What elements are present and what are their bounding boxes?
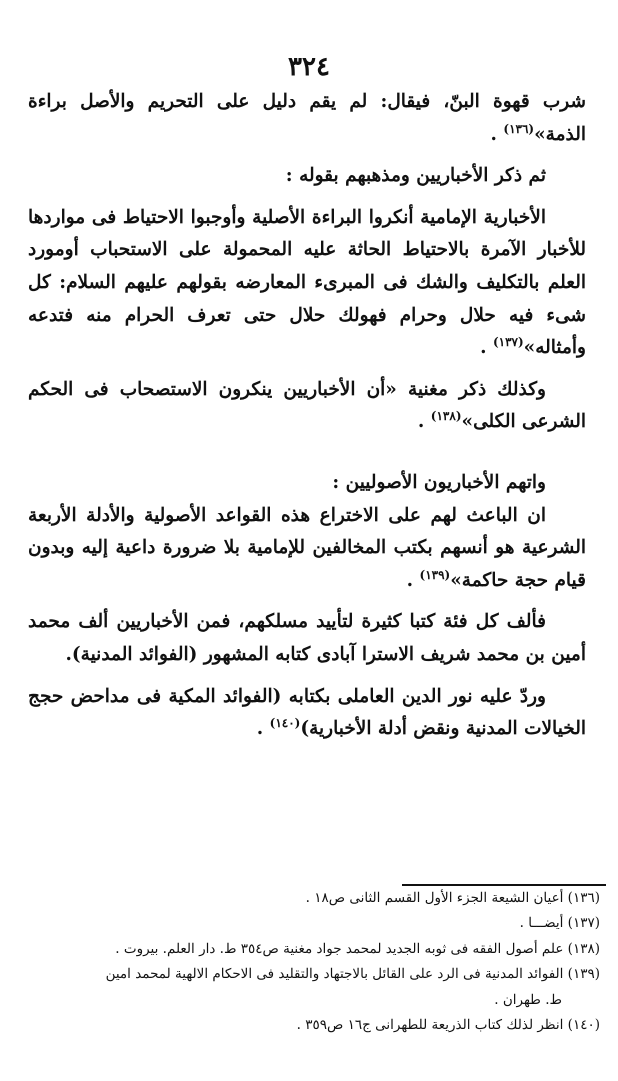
footnote-ref-138: (١٣٨) <box>430 409 462 424</box>
paragraph-3-end: . <box>480 337 493 359</box>
paragraph-6-end: . <box>406 569 420 591</box>
footnote-ref-136: (١٣٦) <box>503 121 535 136</box>
paragraph-4 <box>28 374 586 439</box>
paragraph-3-text: الأخبارية الإمامية أنكروا البراءة الأصلية وأوجبوا الاحتياط فى مواردها للأخبار الآمرة بالاحتياط الحاثة عليه المحمولة على الاستحباب أومورد العلم بالتكليف والشك فى المبرىء المعارضه بقولهم عليهم السلام: كل شىء فيه حلال وحرام فهولك حلال حتى تعرف الحرام منه فتدعه وأمثاله» <box>28 206 586 359</box>
paragraph-4-text: وكذلك ذكر مغنية «أن الأخباريين ينكرون الاستصحاب فى الحكم الشرعى الكلى» <box>28 378 586 433</box>
paragraph-7: فألف كل فئة كتبا كثيرة لتأييد مسلكهم، فمن الأخباريين ألف محمد أمين بن محمد شريف الاسترا آبادى كتابه المشهور (الفوائد المدنية). <box>28 611 586 665</box>
footnote-ref-137: (١٣٧) <box>492 335 524 349</box>
paragraph-6 <box>28 500 586 598</box>
paragraph-6-text: ان الباعث لهم على الاختراع هذه القواعد الأصولية والأدلة الأربعة الشرعية هو أنسهم بكتب المخالفين للإمامية بلا ضرورة داعية إليه وبدون قيام حجة حاكمة» <box>28 504 586 591</box>
footnote-138: (١٣٨) علم أصول الفقه فى ثوبه الجديد لمحمد جواد مغنية ص٣٥٤ ط. دار العلم. بيروت . <box>115 940 600 957</box>
footnotes <box>14 886 600 1038</box>
paragraph-1-end: . <box>490 123 504 145</box>
paragraph-5: واتهم الأخباريون الأصوليين : <box>332 471 546 493</box>
paragraph-4-end: . <box>417 411 431 433</box>
page-number: ٣٢٤ <box>288 52 330 82</box>
paragraph-2: ثم ذكر الأخباريين ومذهبهم بقوله : <box>285 165 546 187</box>
main-text <box>28 86 586 746</box>
paragraph-3 <box>28 202 586 365</box>
paragraph-8 <box>28 681 586 746</box>
footnote-140: (١٤٠) انظر لذلك كتاب الذريعة للطهرانى ج١٦ ص٣٥٩ . <box>296 1017 600 1034</box>
footnote-ref-139: (١٣٩) <box>419 567 451 582</box>
paragraph-8-end: . <box>256 718 270 740</box>
footnote-137: (١٣٧) أيضـــا . <box>519 915 600 932</box>
footnote-139-continuation: ط. طهران . <box>494 991 562 1008</box>
paragraph-1-text: شرب قهوة البنّ، فيقال: لم يقم دليل على التحريم والأصل براءة الذمة» <box>28 91 586 145</box>
footnote-136: (١٣٦) أعيان الشيعة الجزء الأول القسم الثانى ص١٨ . <box>305 890 600 906</box>
footnote-139: (١٣٩) الفوائد المدنية فى الرد على القائل بالاجتهاد والتقليد فى الاحكام الالهية لمحمد امين <box>105 966 600 983</box>
paragraph-1 <box>28 86 586 151</box>
footnote-ref-140: (١٤٠) <box>269 715 301 730</box>
paragraph-8-text: وردّ عليه نور الدين العاملى بكتابه (الفوائد المكية فى مداحض حجج الخيالات المدنية ونقض أدلة الأخبارية) <box>28 685 586 740</box>
